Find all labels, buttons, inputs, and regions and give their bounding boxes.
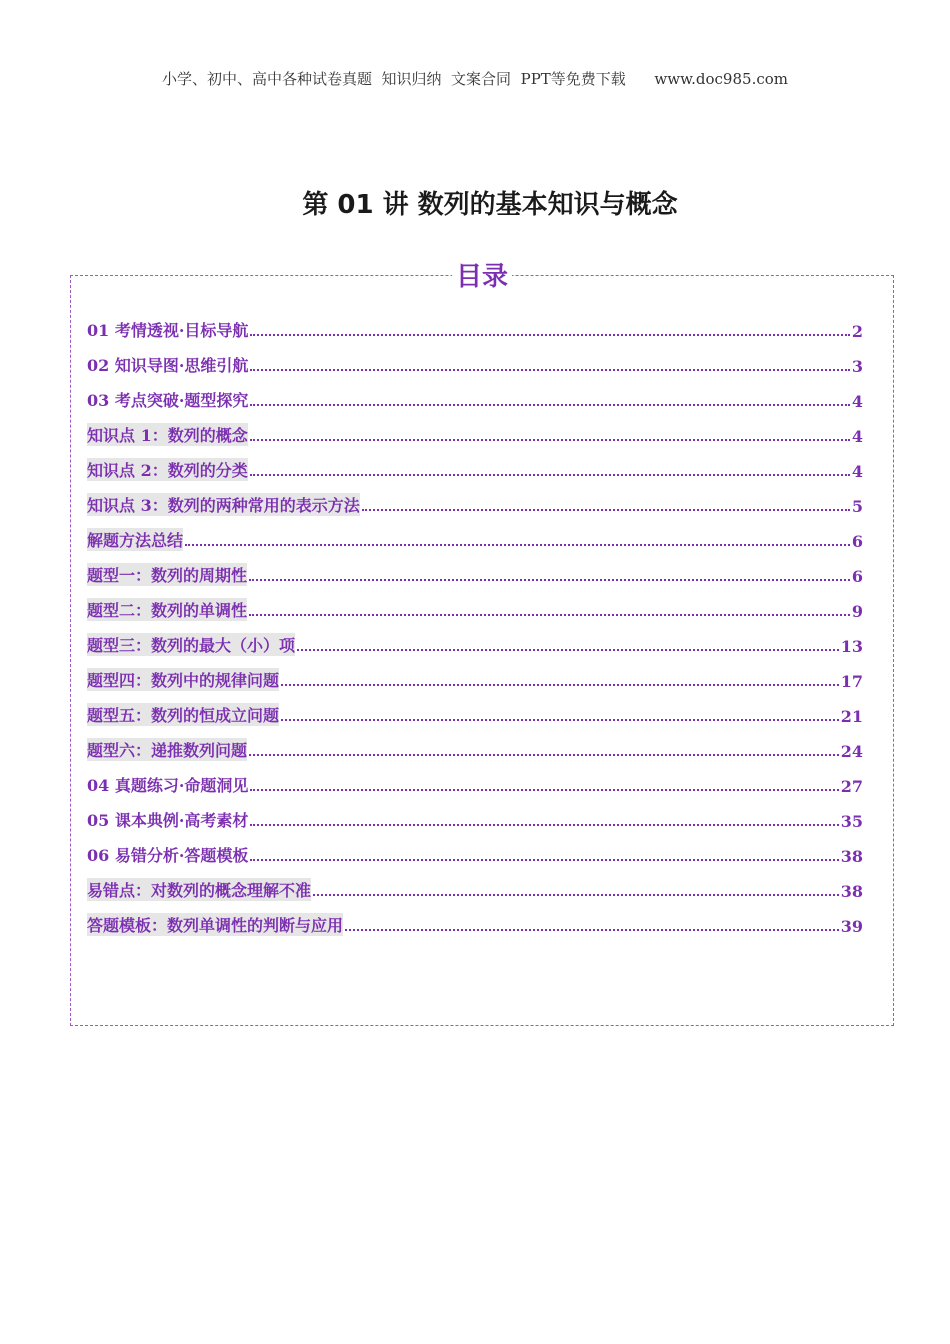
toc-dot-leader <box>281 718 839 721</box>
toc-entry-label[interactable]: 题型三：数列的最大（小）项 <box>87 633 295 656</box>
toc-entry-page-number[interactable]: 35 <box>840 812 863 831</box>
toc-dot-leader <box>250 823 838 826</box>
toc-entry-label[interactable]: 答题模板：数列单调性的判断与应用 <box>87 913 343 936</box>
toc-entry-page-number[interactable]: 38 <box>840 847 863 866</box>
toc-dot-leader <box>250 438 850 441</box>
toc-entry[interactable] <box>87 376 863 411</box>
toc-entry-page-number[interactable]: 4 <box>851 462 863 481</box>
toc-entry-label[interactable]: 题型六：递推数列问题 <box>87 738 247 761</box>
toc-entry[interactable] <box>87 901 863 936</box>
toc-entry[interactable] <box>87 551 863 586</box>
toc-entry-page-number[interactable]: 3 <box>851 357 863 376</box>
toc-entry-label[interactable]: 知识点 2：数列的分类 <box>87 458 248 481</box>
document-title: 第 01 讲 数列的基本知识与概念 <box>302 190 678 220</box>
toc-dot-leader <box>250 788 838 791</box>
toc-entry[interactable] <box>87 306 863 341</box>
toc-entry[interactable] <box>87 411 863 446</box>
toc-entry-label[interactable]: 易错点：对数列的概念理解不准 <box>87 878 311 901</box>
toc-entry[interactable] <box>87 831 863 866</box>
toc-entry-label[interactable]: 02 知识导图·思维引航 <box>87 356 249 375</box>
toc-entry[interactable] <box>87 586 863 621</box>
toc-entry[interactable] <box>87 481 863 516</box>
toc-entry-page-number[interactable]: 38 <box>840 882 863 901</box>
toc-dot-leader <box>250 858 838 861</box>
toc-entry-label[interactable]: 解题方法总结 <box>87 528 183 551</box>
toc-dot-leader <box>313 893 839 896</box>
toc-dot-leader <box>281 683 839 686</box>
toc-dot-leader <box>250 403 849 406</box>
toc-dot-leader <box>362 508 850 511</box>
toc-entry-page-number[interactable]: 39 <box>840 917 863 936</box>
toc-entry[interactable] <box>87 656 863 691</box>
toc-entry[interactable] <box>87 726 863 761</box>
toc-entry[interactable] <box>87 341 863 376</box>
toc-entry-page-number[interactable]: 4 <box>851 427 863 446</box>
toc-entry-page-number[interactable]: 4 <box>851 392 863 411</box>
toc-entry-label[interactable]: 题型五：数列的恒成立问题 <box>87 703 279 726</box>
toc-entry[interactable] <box>87 691 863 726</box>
toc-entry-label[interactable]: 题型二：数列的单调性 <box>87 598 247 621</box>
toc-entry[interactable] <box>87 516 863 551</box>
toc-entry-label[interactable]: 05 课本典例·高考素材 <box>87 811 249 830</box>
toc-entry-page-number[interactable]: 21 <box>840 707 863 726</box>
toc-dot-leader <box>297 648 839 651</box>
toc-entry-page-number[interactable]: 17 <box>840 672 863 691</box>
toc-entry-page-number[interactable]: 24 <box>840 742 863 761</box>
toc-entry-page-number[interactable]: 13 <box>840 637 863 656</box>
toc-entry-label[interactable]: 知识点 3：数列的两种常用的表示方法 <box>87 493 360 516</box>
toc-entry-label[interactable]: 01 考情透视·目标导航 <box>87 321 249 340</box>
toc-entry-label[interactable]: 04 真题练习·命题洞见 <box>87 776 249 795</box>
toc-entry-page-number[interactable]: 2 <box>851 322 863 341</box>
toc-entry-page-number[interactable]: 5 <box>851 497 863 516</box>
page-header: 小学、初中、高中各种试卷真题 知识归纳 文案合同 PPT等免费下载 www.doc985.com <box>161 70 788 88</box>
toc-entry-page-number[interactable]: 6 <box>851 532 863 551</box>
toc-entry-label[interactable]: 题型四：数列中的规律问题 <box>87 668 279 691</box>
toc-entry[interactable] <box>87 621 863 656</box>
toc-dot-leader <box>250 473 850 476</box>
toc-entry-label[interactable]: 知识点 1：数列的概念 <box>87 423 248 446</box>
toc-dot-leader <box>249 613 850 616</box>
toc-list <box>87 306 863 936</box>
toc-entry-label[interactable]: 06 易错分析·答题模板 <box>87 846 249 865</box>
toc-dot-leader <box>249 578 850 581</box>
toc-entry-page-number[interactable]: 6 <box>851 567 863 586</box>
toc-entry[interactable] <box>87 866 863 901</box>
toc-heading-text: 目录 <box>452 262 512 292</box>
toc-entry-label[interactable]: 03 考点突破·题型探究 <box>87 391 249 410</box>
toc-dot-leader <box>249 753 839 756</box>
toc-entry[interactable] <box>87 761 863 796</box>
toc-entry-label[interactable]: 题型一：数列的周期性 <box>87 563 247 586</box>
toc-dot-leader <box>345 928 839 931</box>
toc-dot-leader <box>185 543 850 546</box>
table-of-contents <box>70 262 894 1026</box>
toc-dot-leader <box>250 333 849 336</box>
toc-heading <box>71 256 893 293</box>
toc-entry[interactable] <box>87 446 863 481</box>
toc-entry[interactable] <box>87 796 863 831</box>
toc-entry-page-number[interactable]: 9 <box>851 602 863 621</box>
toc-dot-leader <box>250 368 849 371</box>
toc-entry-page-number[interactable]: 27 <box>840 777 863 796</box>
